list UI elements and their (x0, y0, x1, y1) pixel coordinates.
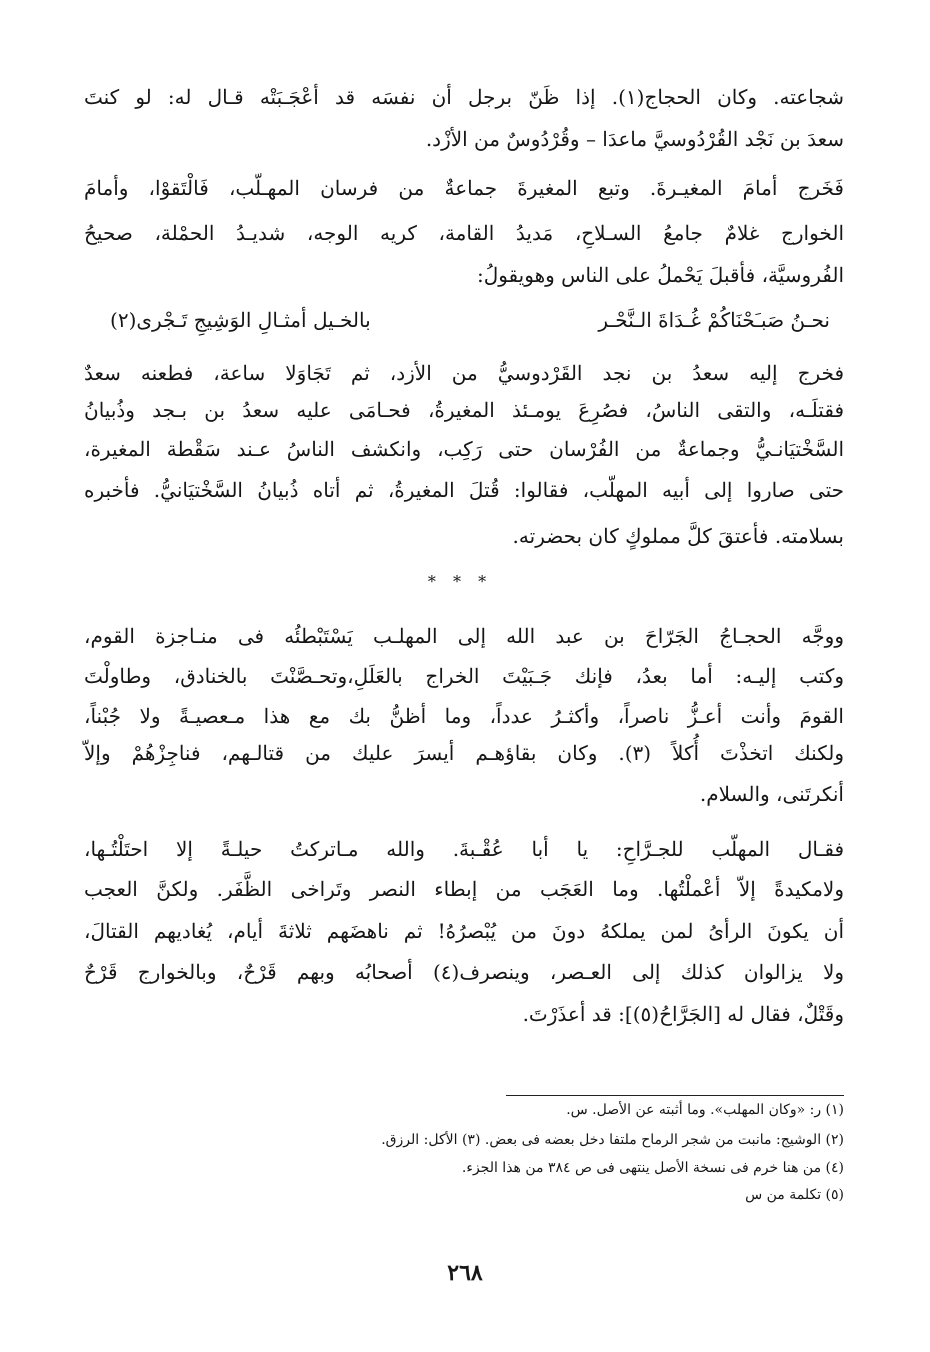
text-line: الخوارج غلامٌ جامعُ السـلاحِ، مَديدُ القامة، كريه الوجه، شديـدُ الحمْلة، صحيحُ (84, 221, 844, 245)
footnote-divider (506, 1095, 844, 1096)
text-line: الفُروسيَّة، فأقبلَ يَحْملُ على الناس وهويقولُ: (476, 263, 844, 287)
text-line: بسلامته. فأعتقَ كلَّ مملوكٍ كان بحضرته. (512, 524, 844, 548)
text-line: أنكرتَنى، والسلام. (699, 782, 844, 806)
footnote: (٥) تكلمة من س (745, 1187, 844, 1203)
footnote: (٢) الوشيج: مانبت من شجر الرماح ملتفا دخل بعضه فى بعض. (٣) الأكل: الرزق. (381, 1132, 844, 1148)
page-number: ٢٦٨ (447, 1260, 483, 1286)
text-line: وكتب إليـه: أما بعدُ، فإنك جَـبَيْتَ الخراج بالعَلَلِ،وتحـصَّنْتَ بالخنادق، وطاولْتَ (84, 664, 844, 688)
text-line: فَخَرج أمامَ المغيـرةَ. وتبع المغيرةَ جماعةٌ من فرسان المهـلّب، فَالْتَقوْا، وأمامَ (84, 176, 844, 200)
text-line: أن يكونَ الرأىُ لمن يملكهُ دونَ من يُبْصرُهُ! ثم ناهضَهم ثلاثةَ أيام، يُغاديهم القتالَ، (84, 919, 844, 943)
text-line: ولا يزالوان كذلك إلى العـصر، وينصرف(٤) أصحابُه وبهم قَرْحٌ، وبالخوارج قَرْحٌ (84, 960, 845, 984)
verse-first-hemistich: نحـنُ صَبـَحْنَاكُمْ غُـدَاةَ الـنَّحْـر (598, 308, 830, 332)
text-line: فخرج إليه سعدُ بن نجد القَرْدوسيُّ من الأزد، ثم تَجَاوَلا ساعة، فطعنه سعدٌ (84, 361, 844, 385)
text-line: فقتلَـه، والتقى الناسُ، فصُرِعَ يومـئذ المغيرةُ، فحـامَى عليه سعدُ بن بـجد وذُبيانُ (84, 398, 844, 422)
text-line: فقـال المهلّب للجـرَّاحِ: يا أبا عُقْـبةَ. والله مـاتركتُ حيلـةً إلا احتَلْتُـها، (84, 837, 844, 861)
section-separator: * * * (427, 572, 493, 591)
text-line: شجاعته. وكان الحجاج(١). إذا ظَنّ برجل أن نفسَه قد أعْجَـبَتْه قـال له: لو كنتَ (84, 85, 844, 109)
text-line: حتى صاروا إلى أبيه المهلّب، فقالوا: قُتلَ المغيرةُ، ثم أتاه ذُبيانُ السَّخْتيَانيُّ. فأخبره (84, 478, 844, 502)
text-line: ولامكيدةً إلاّ أعْملْتُها. وما العَجَب من إبطاء النصر وتَراخى الظَّفَر. ولكنَّ العجب (84, 877, 845, 901)
text-line: ووجَّه الحجـاجُ الجَرّاحَ بن عبد الله إلى المهلـب يَسْتَبْطئُه فى منـاجزة القوم، (84, 624, 844, 648)
text-line: سعدَ بن نَجْد القُرْدُوسيَّ ماعدَا – وقُرْدُوسٌ من الأزْد. (425, 127, 844, 151)
footnote: (٤) من هنا خرم فى نسخة الأصل ينتهى فى ص ٣٨٤ من هذا الجزء. (461, 1160, 844, 1176)
footnote: (١) ر: «وكان المهلب». وما أثبته عن الأصل. س. (566, 1102, 844, 1118)
text-line: القومَ وأنت أعـزُّ ناصراً، وأكثـرُ عدداً، وما أظنُّ بك مع هذا مـعصيـةً ولا جُبْناً، (84, 704, 844, 728)
text-line: السَّخْتيَانـيُّ وجماعةٌ من الفُرْسان حتى رَكِب، وانكشف الناسُ عـند سَقْطة المغيرة، (84, 437, 844, 461)
poetry-verse (110, 308, 830, 342)
text-line: وقَتْلٌ، فقال له [الجَرَّاحُ(٥)]: قد أعذَرْتَ. (522, 1002, 844, 1026)
verse-second-hemistich: بالخـيل أمثـالِ الوَشِيجِ تَـجْرى(٢) (110, 308, 371, 332)
text-line: ولكنك اتخذْتَ أُكلاً (٣). وكان بقاؤهـم أيسرَ عليك من قتالـهم، فناجِزْهُمْ وإلاّ (84, 741, 844, 765)
